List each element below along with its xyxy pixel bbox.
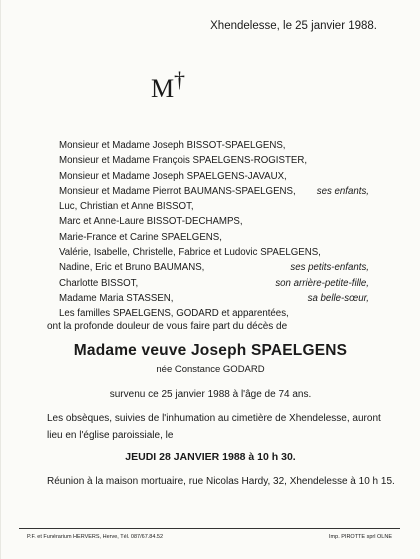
family-row (59, 291, 369, 306)
mark-letter: M (151, 74, 175, 103)
family-member-name: Les familles SPAELGENS, GODARD et apparentées, (59, 308, 289, 320)
birth-name: née Constance GODARD (156, 364, 265, 375)
family-row (59, 153, 369, 168)
family-member-name: Monsieur et Madame Joseph SPAELGENS-JAVAUX, (59, 170, 287, 182)
family-relation: ses petits-enfants, (290, 262, 369, 274)
family-list (59, 138, 369, 322)
family-relation: son arrière-petite-fille, (275, 277, 369, 289)
announcement-intro: ont la profonde douleur de vous faire part du décès de (47, 321, 288, 332)
family-member-name: Madame Maria STASSEN, (59, 292, 174, 304)
family-row (59, 169, 369, 184)
family-row (59, 245, 369, 260)
family-row (59, 184, 369, 199)
funeral-text: Les obsèques, suivies de l'inhumation au cimetière de Xhendelesse, auront lieu en l'église paroissiale, le (47, 413, 381, 441)
family-member-name: Charlotte BISSOT, (59, 277, 139, 289)
family-member-name: Monsieur et Madame François SPAELGENS-ROGISTER, (59, 155, 308, 167)
footer-funeral-home: P.F. et Funérarium HERVERS, Herve, Tél. 087/67.84.52 (27, 534, 164, 540)
family-member-name: Luc, Christian et Anne BISSOT, (59, 201, 194, 213)
family-row (59, 138, 369, 153)
family-row (59, 276, 369, 291)
footer-printer: Imp. PIROTTE sprl OLNE (329, 534, 392, 540)
family-row (59, 306, 369, 321)
family-member-name: Monsieur et Madame Joseph BISSOT-SPAELGENS, (59, 140, 286, 151)
family-row (59, 260, 369, 275)
footer-divider (19, 528, 400, 529)
family-relation: ses enfants, (316, 185, 369, 197)
deceased-name: Madame veuve Joseph SPAELGENS (73, 342, 348, 359)
reunion-text: Réunion à la maison mortuaire, rue Nicolas Hardy, 32, Xhendelesse à 10 h 15. (47, 476, 395, 487)
family-relation: sa belle-sœur, (307, 292, 369, 304)
family-member-name: Marc et Anne-Laure BISSOT-DECHAMPS, (59, 216, 243, 228)
family-row (59, 199, 369, 214)
religious-cross-mark (151, 67, 185, 103)
family-row (59, 230, 369, 245)
service-time: JEUDI 28 JANVIER 1988 à 10 h 30. (125, 451, 296, 463)
family-member-name: Monsieur et Madame Pierrot BAUMANS-SPAELGENS, (59, 185, 296, 197)
family-member-name: Nadine, Eric et Bruno BAUMANS, (59, 262, 205, 274)
death-date-line: survenu ce 25 janvier 1988 à l'âge de 74 ans. (109, 389, 312, 400)
family-member-name: Marie-France et Carine SPAELGENS, (59, 231, 222, 243)
dateline: Xhendelesse, le 25 janvier 1988. (210, 20, 377, 32)
family-row (59, 214, 369, 229)
family-member-name: Valérie, Isabelle, Christelle, Fabrice et Ludovic SPAELGENS, (59, 247, 321, 259)
cross-icon: † (174, 67, 185, 92)
